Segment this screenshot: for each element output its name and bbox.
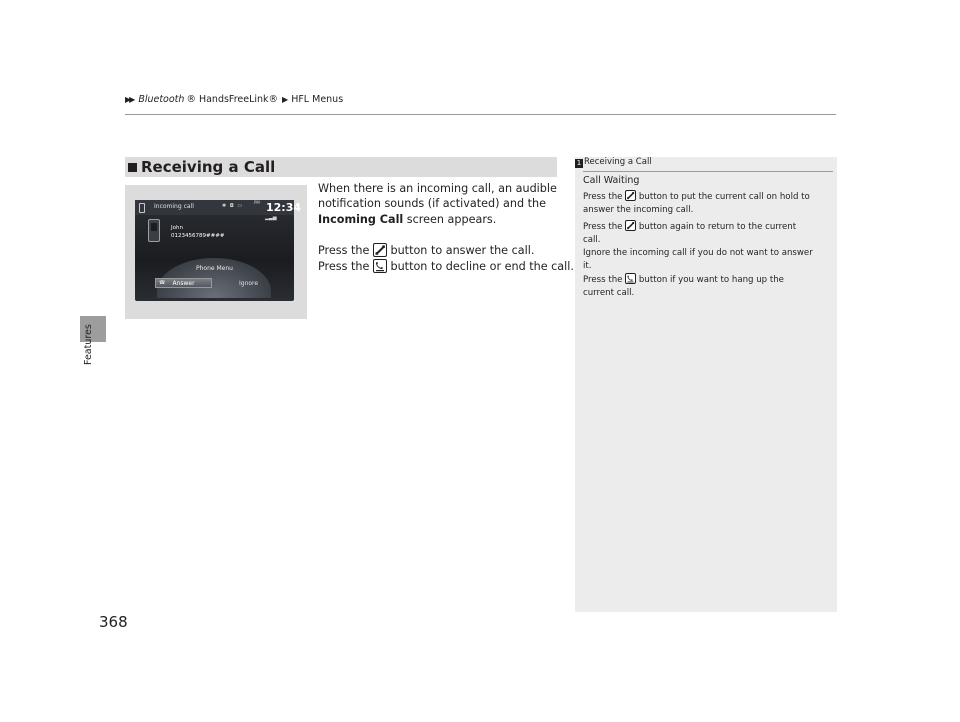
- phone-pickup-icon: [373, 243, 387, 257]
- side-tab-label: Features: [83, 324, 94, 365]
- status-icons: ✱ ◘ ▭: [222, 203, 244, 209]
- sidebar-p2-line1: [583, 220, 796, 234]
- screen-figure: [125, 185, 307, 319]
- breadcrumb-bluetooth: Bluetooth: [138, 94, 185, 105]
- breadcrumb-arrow-icon: ▶▶: [125, 95, 134, 104]
- signal-strength-icon: ▂▃▅: [265, 215, 277, 221]
- mobile-phone-icon: [148, 219, 160, 242]
- phone-pickup-icon: [625, 190, 636, 201]
- sidebar-p4-post: button if you want to hang up the: [638, 275, 784, 285]
- body-line-5-post: button to decline or end the call.: [390, 260, 574, 273]
- body-line-4: [318, 243, 534, 259]
- incoming-call-term: Incoming Call: [318, 213, 404, 226]
- body-line-1: When there is an incoming call, an audible: [318, 182, 557, 195]
- breadcrumb-handsfreelink: ® HandsFreeLink®: [186, 94, 279, 105]
- sidebar-p2-post: button again to return to the current: [638, 222, 797, 232]
- body-line-3-rest: screen appears.: [403, 213, 497, 226]
- phone-menu-label: Phone Menu: [196, 265, 233, 272]
- sidebar-heading: [575, 157, 837, 172]
- phone-hangup-icon: [625, 273, 636, 284]
- incoming-call-screen: [135, 200, 302, 301]
- body-line-5: [318, 259, 574, 275]
- breadcrumb: [125, 94, 343, 105]
- sidebar-p4-pre: Press the: [583, 275, 623, 285]
- section-bullet-icon: [128, 163, 137, 172]
- screen-clock: 12:34: [266, 201, 302, 214]
- screen-pm-label: PM: [254, 200, 260, 205]
- phone-status-icon: [139, 203, 145, 213]
- sidebar-rule: [583, 171, 833, 172]
- sidebar-marker-icon: 1: [576, 159, 582, 167]
- phone-pickup-icon: [625, 220, 636, 231]
- sidebar-p4-line1: [583, 273, 784, 287]
- sidebar-p2-line2: call.: [583, 235, 601, 245]
- section-header: [125, 157, 557, 177]
- page-number: 368: [99, 613, 128, 631]
- sidebar-p2-pre: Press the: [583, 222, 623, 232]
- body-line-5-pre: Press the: [318, 260, 370, 273]
- answer-label: Answer: [172, 279, 195, 287]
- sidebar-p3-line2: it.: [583, 261, 592, 271]
- contact-name: John: [171, 225, 183, 231]
- body-line-2: notification sounds (if activated) and the: [318, 197, 547, 210]
- answer-button[interactable]: [155, 278, 212, 288]
- body-line-4-post: button to answer the call.: [390, 244, 535, 257]
- sidebar-heading-label: Receiving a Call: [584, 157, 652, 167]
- body-line-3: [318, 212, 496, 228]
- breadcrumb-hfl-menus: HFL Menus: [291, 94, 344, 105]
- phone-hangup-icon: [373, 259, 387, 273]
- breadcrumb-arrow-icon: ▶: [282, 95, 287, 104]
- sidebar-subheading: Call Waiting: [583, 175, 640, 186]
- sidebar-p1-post: button to put the current call on hold to: [638, 192, 810, 202]
- body-line-4-pre: Press the: [318, 244, 370, 257]
- contact-number: 0123456789####: [171, 233, 225, 239]
- screen-title: Incoming call: [154, 203, 194, 210]
- section-title: Receiving a Call: [141, 158, 276, 176]
- ignore-button[interactable]: Ignore: [239, 280, 259, 287]
- sidebar-p1-line1: [583, 190, 810, 204]
- sidebar-p4-line2: current call.: [583, 288, 635, 298]
- header-rule: [125, 114, 836, 115]
- phone-pickup-icon: ☎: [159, 280, 166, 286]
- sidebar-p1-pre: Press the: [583, 192, 623, 202]
- sidebar-p1-line2: answer the incoming call.: [583, 205, 694, 215]
- sidebar-p3-line1: Ignore the incoming call if you do not want to answer: [583, 248, 813, 258]
